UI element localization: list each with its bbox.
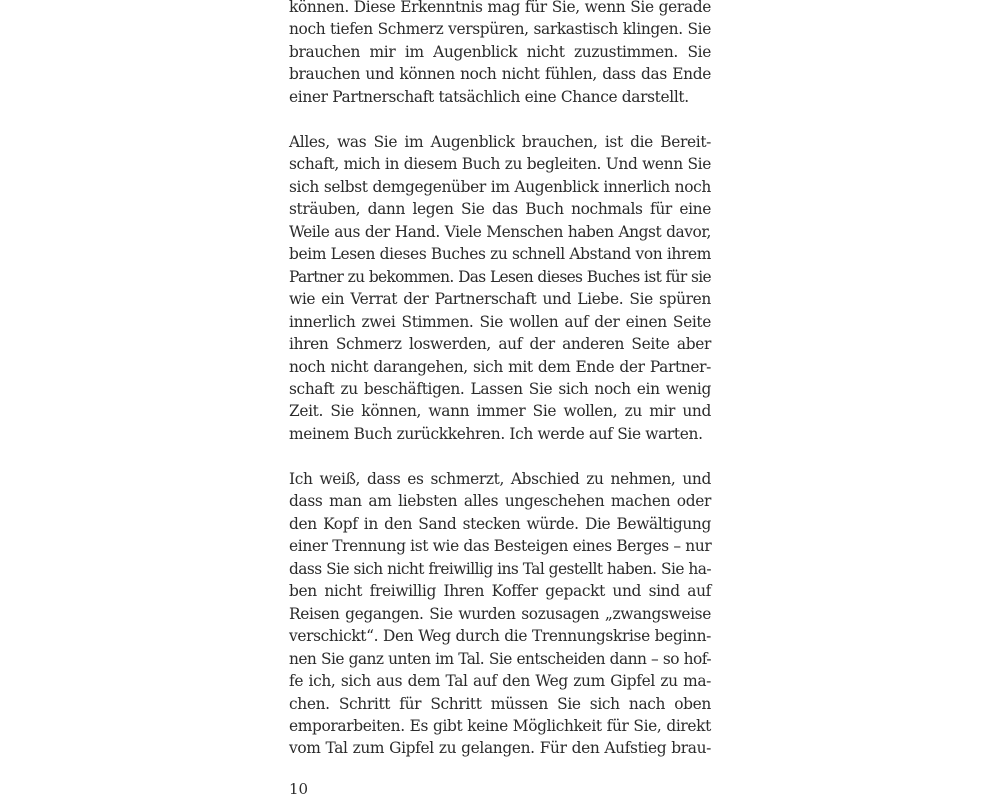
text-line: Reisen gegangen. Sie wurden sozusagen „zwangsweise bbox=[289, 604, 711, 623]
text-line: vom Tal zum Gipfel zu gelangen. Für den Aufstieg brau- bbox=[289, 739, 711, 758]
text-line: dass Sie sich nicht freiwillig ins Tal gestellt haben. Sie ha- bbox=[289, 559, 711, 578]
text-line: verschickt“. Den Weg durch die Trennungskrise beginn- bbox=[289, 627, 711, 646]
text-line: den Kopf in den Sand stecken würde. Die Bewältigung bbox=[289, 514, 711, 533]
text-line: Weile aus der Hand. Viele Menschen haben Angst davor, bbox=[289, 222, 711, 241]
text-line: brauchen und können noch nicht fühlen, dass das Ende bbox=[289, 65, 711, 84]
text-line: noch tiefen Schmerz verspüren, sarkastisch klingen. Sie bbox=[289, 20, 711, 39]
text-line: sträuben, dann legen Sie das Buch nochmals für eine bbox=[289, 200, 711, 219]
text-line: ihren Schmerz loswerden, auf der anderen Seite aber bbox=[289, 335, 711, 354]
text-line: wie ein Verrat der Partnerschaft und Liebe. Sie spüren bbox=[289, 290, 711, 309]
page-number: 10 bbox=[289, 780, 309, 798]
text-line: schaft, mich in diesem Buch zu begleiten. Und wenn Sie bbox=[289, 155, 711, 174]
text-line: einer Partnerschaft tatsächlich eine Chance darstellt. bbox=[289, 87, 689, 106]
text-line: brauchen mir im Augenblick nicht zuzustimmen. Sie bbox=[289, 42, 711, 61]
text-line: beim Lesen dieses Buches zu schnell Abstand von ihrem bbox=[289, 245, 711, 264]
text-line: Ich weiß, dass es schmerzt, Abschied zu nehmen, und bbox=[289, 470, 711, 488]
text-line: können. Diese Erkenntnis mag für Sie, wenn Sie gerade bbox=[289, 0, 711, 16]
text-line: meinem Buch zurückkehren. Ich werde auf Sie warten. bbox=[289, 424, 703, 443]
text-line: fe ich, sich aus dem Tal auf den Weg zum Gipfel zu ma- bbox=[289, 672, 711, 691]
text-line: Partner zu bekommen. Das Lesen dieses Buches ist für sie bbox=[289, 267, 711, 286]
text-line: innerlich zwei Stimmen. Sie wollen auf der einen Seite bbox=[289, 312, 711, 331]
text-line: ben nicht freiwillig Ihren Koffer gepackt und sind auf bbox=[289, 582, 711, 601]
text-line: schaft zu beschäftigen. Lassen Sie sich noch ein wenig bbox=[289, 379, 711, 398]
paragraph-2 bbox=[289, 131, 711, 445]
text-line: einer Trennung ist wie das Besteigen eines Berges – nur bbox=[289, 537, 712, 556]
text-line: dass man am liebsten alles ungeschehen machen oder bbox=[289, 492, 711, 511]
text-line: Zeit. Sie können, wann immer Sie wollen, zu mir und bbox=[289, 402, 711, 421]
text-line: sich selbst demgegenüber im Augenblick innerlich noch bbox=[289, 177, 711, 196]
paragraph-3 bbox=[289, 468, 711, 760]
text-line: emporarbeiten. Es gibt keine Möglichkeit für Sie, direkt bbox=[289, 716, 711, 735]
text-line: Alles, was Sie im Augenblick brauchen, ist die Bereit- bbox=[289, 133, 711, 151]
text-line: chen. Schritt für Schritt müssen Sie sich nach oben bbox=[289, 694, 711, 713]
text-line: nen Sie ganz unten im Tal. Sie entscheiden dann – so hof- bbox=[289, 649, 711, 668]
paragraph-1 bbox=[289, 0, 711, 108]
text-line: noch nicht darangehen, sich mit dem Ende der Partner- bbox=[289, 357, 711, 376]
